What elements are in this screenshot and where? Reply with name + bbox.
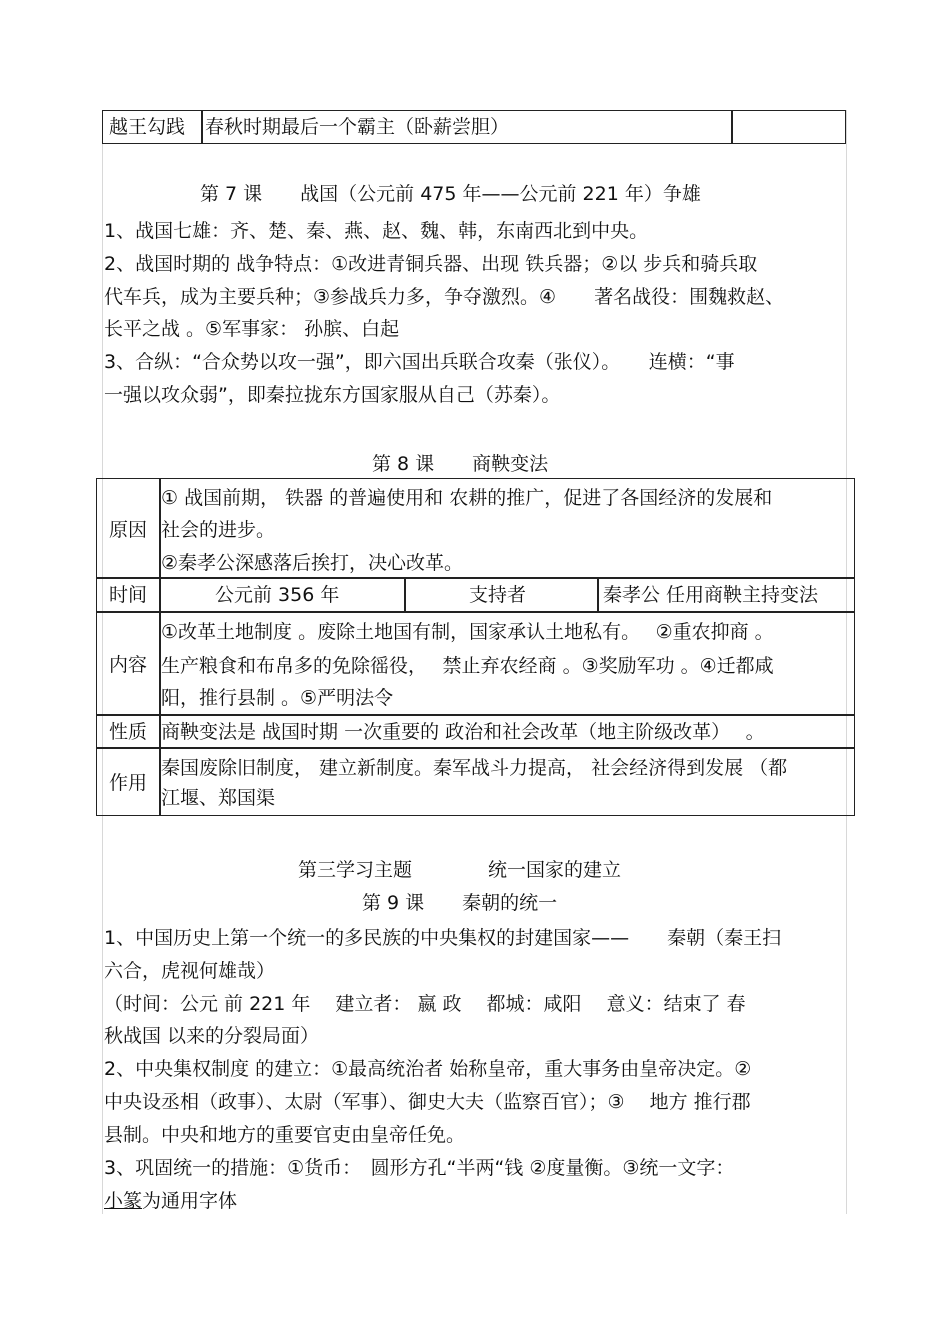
lesson9-line: （时间：公元 前 221 年 建立者： 嬴 政 都城：咸阳 意义：结束了 春 xyxy=(104,993,746,1015)
time-value: 公元前 356 年 xyxy=(215,584,340,606)
lesson9-title: 第 9 课 秦朝的统一 xyxy=(362,892,558,914)
table-divider xyxy=(597,577,599,611)
row-label-content: 内容 xyxy=(108,654,147,676)
last-line-rest: 为通用字体 xyxy=(142,1190,238,1212)
lesson9-line: 秋战国 以来的分裂局面） xyxy=(104,1025,320,1047)
lesson9-line: 3、巩固统一的措施：①货币： 圆形方孔“半两“钱 ②度量衡。③统一文字： xyxy=(104,1157,735,1179)
top-table-name: 越王勾践 xyxy=(109,116,186,138)
lesson9-line: 六合，虎视何雄哉） xyxy=(104,960,276,982)
lesson7-line: 3、合纵：“合众势以攻一强”，即六国出兵联合攻秦（张仪）。 连横：“事 xyxy=(104,351,735,373)
lesson9-last-line xyxy=(104,1187,237,1215)
effect-line: 江堰、郑国渠 xyxy=(161,787,276,809)
lesson7-line: 长平之战 。⑤军事家： 孙膑、白起 xyxy=(104,318,400,340)
lesson9-line: 县制。中央和地方的重要官吏由皇帝任免。 xyxy=(104,1124,466,1146)
lesson9-line: 2、中央集权制度 的建立：①最高统治者 始称皇帝，重大事务由皇帝决定。② xyxy=(104,1058,752,1080)
table-divider xyxy=(404,577,406,611)
content-line: 阳，推行县制 。⑤严明法令 xyxy=(161,687,394,709)
theme3-title: 第三学习主题 统一国家的建立 xyxy=(298,859,622,881)
content-line: 生产粮食和布帛多的免除徭役， 禁止弃农经商 。③奖励军功 。④迁都咸 xyxy=(161,655,774,677)
table-divider xyxy=(731,111,733,143)
lesson7-line: 2、战国时期的 战争特点：①改进青铜兵器、出现 铁兵器；②以 步兵和骑兵取 xyxy=(104,253,758,275)
supporter-value: 秦孝公 任用商鞅主持变法 xyxy=(603,584,819,606)
reason-line: ②秦孝公深感落后挨打，决心改革。 xyxy=(161,552,464,574)
row-label-nature: 性质 xyxy=(108,721,147,743)
content-line: ①改革土地制度 。废除土地国有制，国家承认土地私有。 ②重农抑商 。 xyxy=(161,621,774,643)
lesson9-line: 中央设丞相（政事）、太尉（军事）、御史大夫（监察百官）；③ 地方 推行郡 xyxy=(104,1091,751,1113)
row-label-time: 时间 xyxy=(108,584,147,606)
lesson7-line: 代车兵，成为主要兵种；③参战兵力多，争夺激烈。④ 著名战役：围魏救赵、 xyxy=(104,286,785,308)
lesson8-table xyxy=(96,478,855,816)
row-label-reason: 原因 xyxy=(108,519,147,541)
supporter-label: 支持者 xyxy=(469,584,527,606)
effect-line: 秦国废除旧制度， 建立新制度。秦军战斗力提高， 社会经济得到发展 （都 xyxy=(161,757,788,779)
nature-line: 商鞅变法是 战国时期 一次重要的 政治和社会改革（地主阶级改革） 。 xyxy=(161,721,765,743)
table-divider xyxy=(201,111,203,143)
top-table-desc: 春秋时期最后一个霸主（卧薪尝胆） xyxy=(205,116,510,138)
lesson7-line: 一强以攻众弱”，即秦拉拢东方国家服从自己（苏秦）。 xyxy=(104,384,561,406)
lesson9-line: 1、中国历史上第一个统一的多民族的中央集权的封建国家—— 秦朝（秦王扫 xyxy=(104,927,782,949)
reason-line: ① 战国前期， 铁器 的普遍使用和 农耕的推广，促进了各国经济的发展和 xyxy=(161,487,773,509)
lesson7-line: 1、战国七雄：齐、楚、秦、燕、赵、魏、韩，东南西北到中央。 xyxy=(104,220,649,242)
lesson7-title: 第 7 课 战国（公元前 475 年——公元前 221 年）争雄 xyxy=(200,183,701,205)
lesson8-title: 第 8 课 商鞅变法 xyxy=(372,453,549,475)
reason-line: 社会的进步。 xyxy=(161,519,276,541)
top-table xyxy=(102,110,846,144)
row-label-effect: 作用 xyxy=(108,772,147,794)
underlined-term: 小篆 xyxy=(104,1190,143,1212)
